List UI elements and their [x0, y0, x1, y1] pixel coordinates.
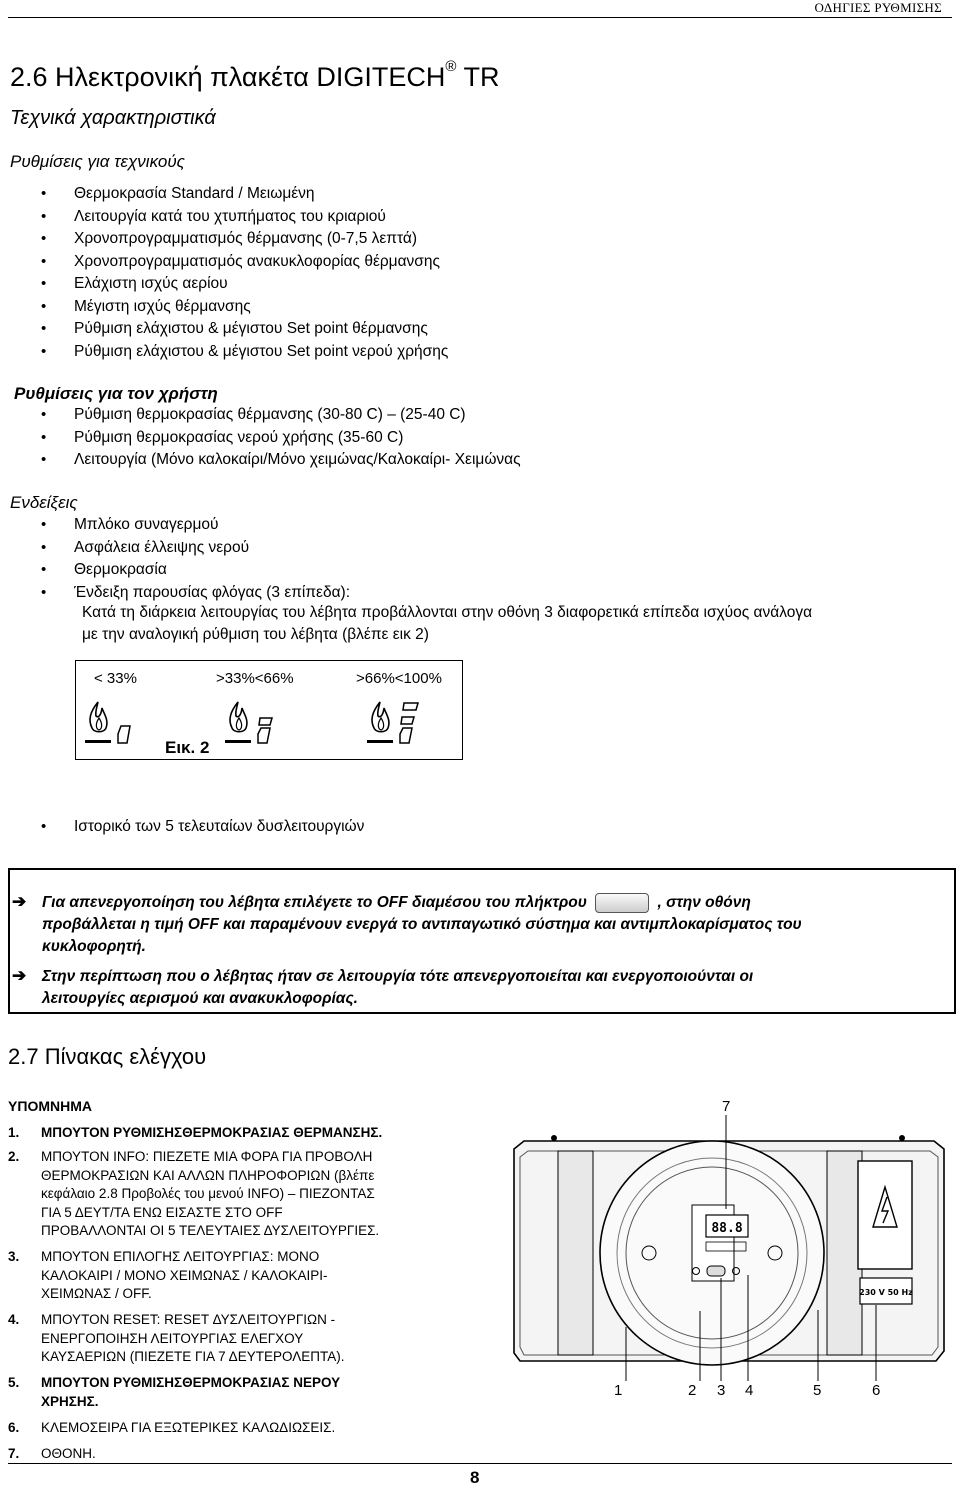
list-item: • Ρύθμιση ελάχιστου & μέγιστου Set point θέρμανσης: [41, 318, 448, 341]
panel-heading: 2.7 Πίνακας ελέγχου: [8, 1044, 207, 1069]
legend-text: ΠΡΟΒΑΛΛΟΝΤΑΙ ΟΙ 5 ΤΕΛΕΥΤΑΙΕΣ ΔΥΣΛΕΙΤΟΥΡΓΙΕΣ.: [41, 1223, 380, 1238]
right-arrow-icon: ➔: [12, 966, 27, 985]
callout-3: 3: [717, 1382, 726, 1399]
flame-level-low-icon: [82, 698, 152, 750]
note-2-line2: λειτουργίες αερισμού και ανακυκλοφορίας.: [42, 990, 358, 1007]
power-button-icon: [595, 893, 649, 913]
legend-number: 4.: [8, 1312, 20, 1327]
legend-item-2: [8, 1148, 478, 1243]
mode-button-icon: [707, 1266, 725, 1276]
legend-item-3: [8, 1248, 478, 1305]
list-item: • Μέγιστη ισχύς θέρμανσης: [41, 296, 448, 319]
list-item: • Μπλόκο συναγερμού: [41, 514, 350, 537]
callout-1: 1: [614, 1382, 623, 1399]
legend-number: 3.: [8, 1249, 20, 1264]
flame-level-high-icon: [364, 698, 434, 750]
figure-label: Εικ. 2: [165, 738, 210, 757]
flame-description-line2: με την αναλογική ρύθμιση του λέβητα (βλέπε εικ 2): [82, 626, 429, 643]
legend-text: ΕΝΕΡΓΟΠΟΙΗΣΗ ΛΕΙΤΟΥΡΓΙΑΣ ΕΛΕΓΧΟΥ: [41, 1330, 304, 1346]
callout-5: 5: [813, 1382, 822, 1399]
voltage-label: 230 V 50 Hz: [859, 1288, 913, 1297]
legend-text: ΧΕΙΜΩΝΑΣ / OFF.: [41, 1286, 152, 1301]
list-item: • Ένδειξη παρουσίας φλόγας (3 επίπεδα):: [41, 582, 350, 605]
list-item: • Θερμοκρασία: [41, 559, 350, 582]
user-settings-list: [41, 404, 521, 472]
flame-description-line1: Κατά τη διάρκεια λειτουργίας του λέβητα προβάλλονται στην οθόνη 3 διαφορετικά επίπεδα ισχύος ανάλογα: [82, 604, 813, 621]
page-number: 8: [470, 1468, 480, 1487]
legend-text: ΓΙΑ 5 ΔΕΥΤ/ΤΑ ΕΝΩ ΕΙΣΑΣΤΕ ΣΤΟ OFF: [41, 1204, 283, 1220]
flame-level-label-low: < 33%: [94, 670, 137, 687]
legend-text: ΧΡΗΣΗΣ.: [41, 1393, 99, 1409]
legend-number: 5.: [8, 1375, 20, 1390]
list-item: • Λειτουργία (Μόνο καλοκαίρι/Μόνο χειμώνας/Καλοκαίρι- Χειμώνας: [41, 449, 521, 472]
callout-2: 2: [688, 1382, 697, 1399]
section-subtitle: Τεχνικά χαρακτηριστικά: [10, 107, 216, 129]
list-item: • Ρύθμιση θερμοκρασίας θέρμανσης (30-80 C) – (25-40 C): [41, 404, 521, 427]
list-item: • Χρονοπρογραμματισμός θέρμανσης (0-7,5 λεπτά): [41, 228, 448, 251]
callout-6: 6: [872, 1382, 881, 1399]
legend-item-5: [8, 1374, 478, 1412]
note-1-text-b: , στην οθόνη: [657, 894, 751, 911]
legend-text: ΜΠΟΥΤΟΝ ΡΥΘΜΙΣΗΣΘΕΡΜΟΚΡΑΣΙΑΣ ΘΕΡΜΑΝΣΗΣ.: [41, 1125, 383, 1140]
legend-text: ΟΘΟΝΗ.: [41, 1446, 96, 1461]
right-arrow-icon: ➔: [12, 892, 27, 911]
legend-text: ΜΠΟΥΤΟΝ RESET: RESET ΔΥΣΛΕΙΤΟΥΡΓΙΩΝ -: [41, 1312, 336, 1327]
list-item: • Χρονοπρογραμματισμός ανακυκλοφορίας θέρμανσης: [41, 251, 448, 274]
indications-title: Ενδείξεις: [10, 493, 78, 512]
legend-item-4: [8, 1311, 478, 1368]
panel-display-digits: 88.8: [711, 1221, 743, 1236]
section-heading-text: 2.6 Ηλεκτρονική πλακέτα DIGITECH: [10, 62, 446, 92]
list-item: • Λειτουργία κατά του χτυπήματος του κριαριού: [41, 206, 448, 229]
legend-text: κεφάλαιο 2.8 Προβολές του μενού INFO) – ΠΙΕΖΟΝΤΑΣ: [41, 1186, 375, 1201]
legend-text: ΘΕΡΜΟΚΡΑΣΙΩΝ ΚΑΙ ΑΛΛΩΝ ΠΛΗΡΟΦΟΡΙΩΝ (βλέπε: [41, 1167, 375, 1183]
callout-7: 7: [722, 1098, 731, 1115]
legend-text: ΚΛΕΜΟΣΕΙΡΑ ΓΙΑ ΕΞΩΤΕΡΙΚΕΣ ΚΑΛΩΔΙΩΣΕΙΣ.: [41, 1420, 336, 1435]
legend-number: 2.: [8, 1149, 20, 1164]
control-panel-drawing: [508, 1115, 950, 1387]
list-item: • Ιστορικό των 5 τελευταίων δυσλειτουργιών: [41, 816, 364, 839]
callout-4: 4: [745, 1382, 754, 1399]
legend-text: ΚΑΛΟΚΑΙΡΙ / ΜΟΝΟ ΧΕΙΜΩΝΑΣ / ΚΑΛΟΚΑΙΡΙ-: [41, 1267, 328, 1283]
tech-settings-title: Ρυθμίσεις για τεχνικούς: [10, 152, 185, 171]
running-header: ΟΔΗΓΙΕΣ ΡΥΘΜΙΣΗΣ: [814, 0, 942, 15]
legend-number: 6.: [8, 1420, 20, 1435]
list-item: • Θερμοκρασία Standard / Μειωμένη: [41, 183, 448, 206]
flame-level-label-mid: >33%<66%: [216, 670, 294, 687]
registered-mark: ®: [445, 58, 457, 75]
list-item: • Ελάχιστη ισχύς αερίου: [41, 273, 448, 296]
legend-number: 1.: [8, 1125, 20, 1140]
flame-level-label-high: >66%<100%: [356, 670, 442, 687]
flame-level-mid-icon: [222, 698, 292, 750]
header-rule: [8, 17, 952, 18]
note-2-line1: Στην περίπτωση που ο λέβητας ήταν σε λειτουργία τότε απενεργοποιείται και ενεργοποιούνται οι: [42, 968, 754, 985]
note-1-text-a: Για απενεργοποίηση του λέβητα επιλέγετε το OFF διαμέσου του πλήκτρου: [42, 894, 587, 911]
section-heading-suffix: TR: [463, 62, 500, 92]
legend-text: ΜΠΟΥΤΟΝ ΕΠΙΛΟΓΗΣ ΛΕΙΤΟΥΡΓΙΑΣ: ΜΟΝΟ: [41, 1249, 320, 1264]
tech-settings-list: [41, 183, 448, 363]
note-1-line1: [42, 892, 751, 914]
note-1-line2: προβάλλεται η τιμή OFF και παραμένουν ενεργά το αντιπαγωτικό σύστημα και αντιμπλοκαρίσματος του: [42, 916, 802, 933]
note-1-line3: κυκλοφορητή.: [42, 938, 146, 955]
indications-list: [41, 514, 350, 604]
list-item: • Ρύθμιση ελάχιστου & μέγιστου Set point νερού χρήσης: [41, 341, 448, 364]
history-list: [41, 816, 364, 839]
legend-text: ΜΠΟΥΤΟΝ ΡΥΘΜΙΣΗΣΘΕΡΜΟΚΡΑΣΙΑΣ ΝΕΡΟΥ: [41, 1375, 341, 1390]
footer-rule: [8, 1463, 952, 1464]
list-item: • Ρύθμιση θερμοκρασίας νερού χρήσης (35-60 C): [41, 427, 521, 450]
list-item: • Ασφάλεια έλλειψης νερού: [41, 537, 350, 560]
legend-number: 7.: [8, 1446, 20, 1461]
user-settings-title: Ρυθμίσεις για τον χρήστη: [14, 384, 218, 403]
section-heading: [10, 58, 500, 93]
legend-text: ΜΠΟΥΤΟΝ INFO: ΠΙΕΖΕΤΕ ΜΙΑ ΦΟΡΑ ΓΙΑ ΠΡΟΒΟΛΗ: [41, 1149, 373, 1164]
legend-text: ΚΑΥΣΑΕΡΙΩΝ (ΠΙΕΖΕΤΕ ΓΙΑ 7 ΔΕΥΤΕΡΟΛΕΠΤΑ).: [41, 1349, 345, 1364]
legend-title: ΥΠΟΜΝΗΜΑ: [8, 1098, 92, 1114]
